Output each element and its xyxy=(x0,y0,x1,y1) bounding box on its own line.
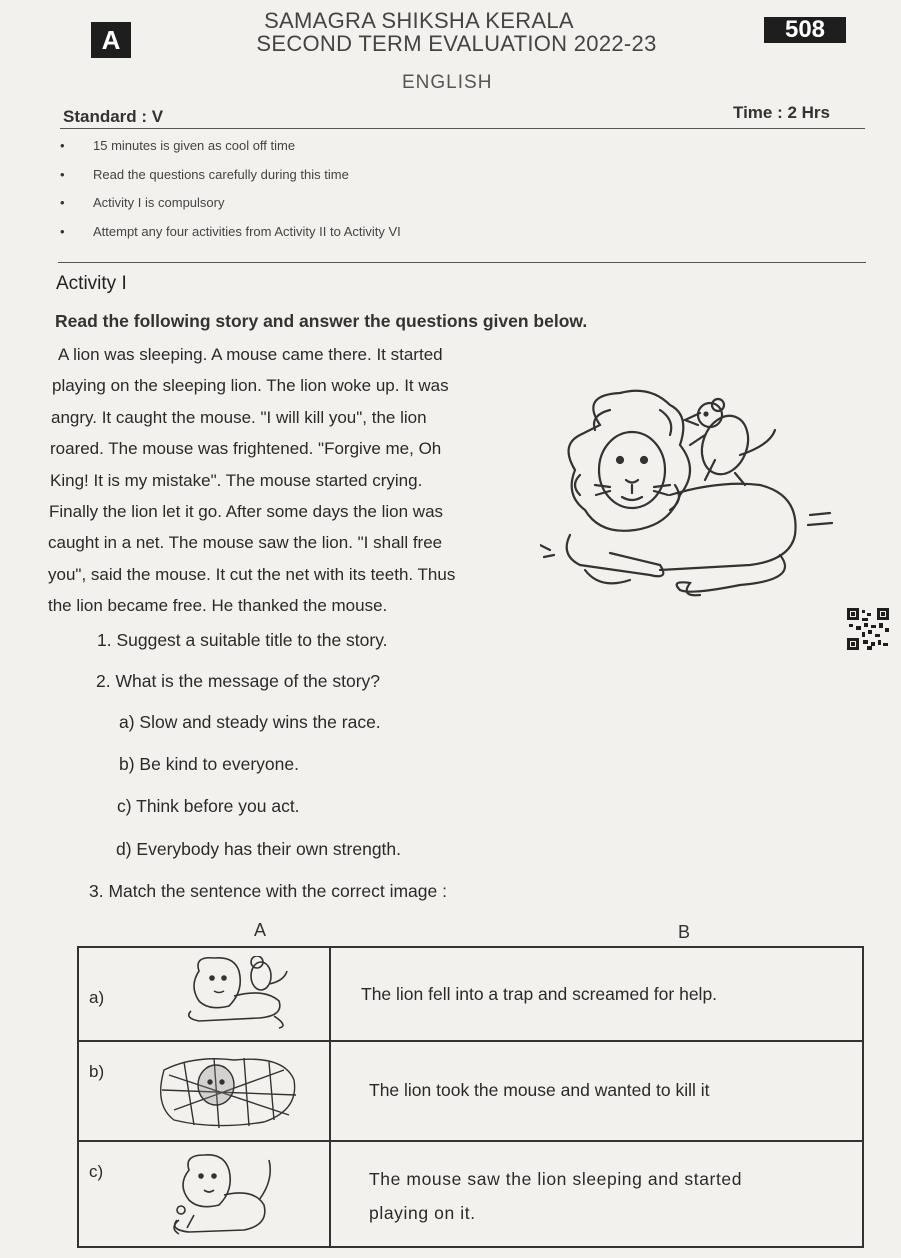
match-sentence: The mouse saw the lion sleeping and started playing on it. xyxy=(369,1169,743,1223)
trapped-lion-image xyxy=(154,1050,304,1132)
lion-holding-mouse-image xyxy=(159,1150,289,1240)
header-rule xyxy=(60,128,865,129)
question-1: 1. Suggest a suitable title to the story. xyxy=(97,630,388,650)
header-title-line1: SAMAGRA SHIKSHA KERALA xyxy=(264,8,574,33)
instruction-item: • Activity I is compulsory xyxy=(60,195,225,210)
set-label: A xyxy=(91,22,131,58)
table-row xyxy=(78,947,863,1041)
question-2: 2. What is the message of the story? xyxy=(96,671,381,691)
instructions-list xyxy=(60,138,401,252)
sleeping-lion-image xyxy=(179,956,299,1031)
time-label: Time : 2 Hrs xyxy=(733,103,831,122)
instruction-item: • Attempt any four activities from Activity II to Activity VI xyxy=(60,223,401,239)
story-line: caught in a net. The mouse saw the lion. "I shall free xyxy=(48,533,443,553)
instruction-item: • Read the questions carefully during this time xyxy=(60,166,349,182)
story-line: angry. It caught the mouse. "I will kill you", the lion xyxy=(51,407,427,427)
story-line: playing on the sleeping lion. The lion woke up. It was xyxy=(52,376,449,396)
table-row xyxy=(78,1141,863,1247)
story-line: the lion became free. He thanked the mouse. xyxy=(48,596,388,616)
qr-code xyxy=(847,608,889,650)
option-c: c) Think before you act. xyxy=(117,796,300,816)
standard-label: Standard : V xyxy=(63,107,164,126)
match-table xyxy=(77,946,864,1248)
row-label: b) xyxy=(89,1062,105,1081)
option-d: d) Everybody has their own strength. xyxy=(116,839,402,859)
instructions-rule xyxy=(58,262,866,263)
paper-code: 508 xyxy=(764,17,846,43)
column-a-header: A xyxy=(254,920,267,940)
row-label: c) xyxy=(89,1162,104,1181)
row-label: a) xyxy=(89,988,105,1007)
subject-title: ENGLISH xyxy=(402,72,493,93)
story-line: King! It is my mistake". The mouse started crying. xyxy=(50,470,423,490)
activity-instruction: Read the following story and answer the questions given below. xyxy=(55,311,588,331)
option-a: a) Slow and steady wins the race. xyxy=(119,712,381,732)
match-sentence: The lion fell into a trap and screamed for help. xyxy=(361,984,718,1004)
option-b: b) Be kind to everyone. xyxy=(119,754,299,774)
table-row xyxy=(78,1041,863,1141)
story-line: you", said the mouse. It cut the net with its teeth. Thus xyxy=(48,564,456,584)
story-line: roared. The mouse was frightened. "Forgive me, Oh xyxy=(50,439,442,459)
column-b-header: B xyxy=(678,922,691,942)
question-3: 3. Match the sentence with the correct image : xyxy=(89,881,447,901)
story-passage xyxy=(48,339,503,622)
lion-mouse-illustration xyxy=(540,385,840,605)
story-line: A lion was sleeping. A mouse came there. It started xyxy=(58,345,443,364)
match-sentence: The lion took the mouse and wanted to kill it xyxy=(369,1080,710,1100)
activity-title: Activity I xyxy=(56,273,127,294)
header-title-line2: SECOND TERM EVALUATION 2022-23 xyxy=(256,31,657,56)
instruction-item: • 15 minutes is given as cool off time xyxy=(60,138,296,153)
story-line: Finally the lion let it go. After some days the lion was xyxy=(49,502,444,522)
